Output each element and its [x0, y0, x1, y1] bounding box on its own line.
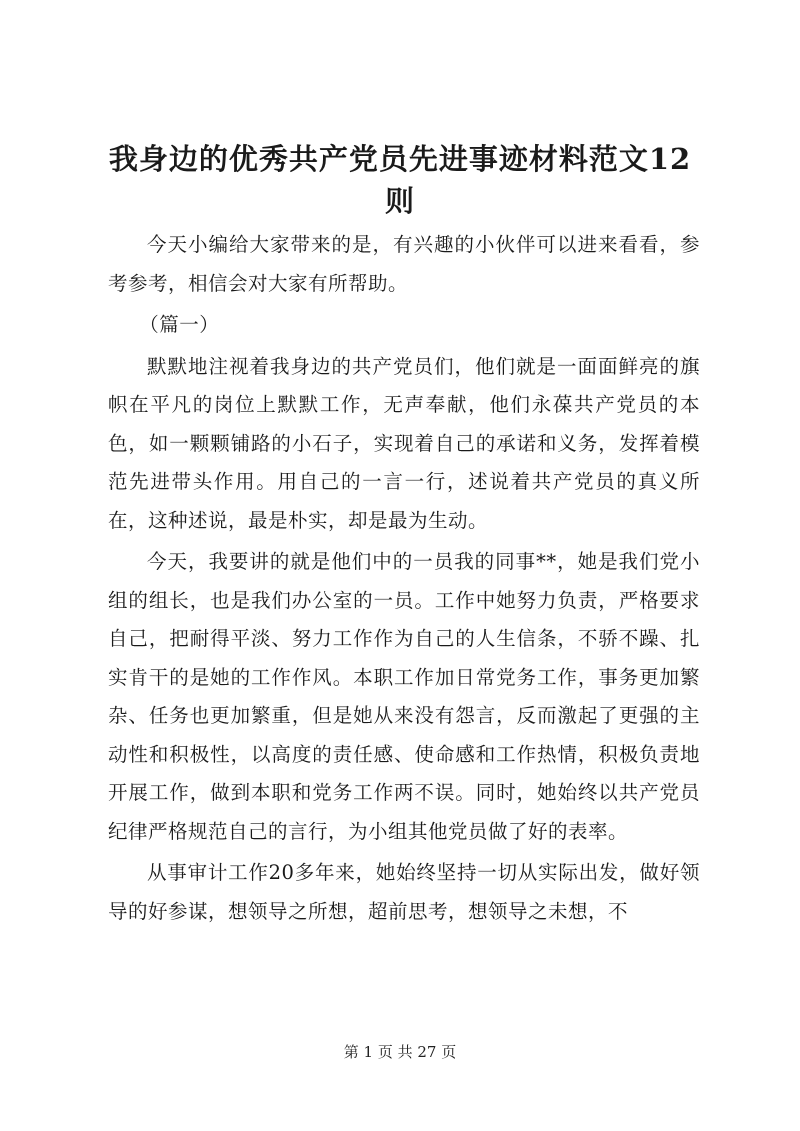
- paragraph: 默默地注视着我身边的共产党员们，他们就是一面面鲜亮的旗帜在平凡的岗位上默默工作，无声奉献，他们永葆共产党员的本色，如一颗颗铺路的小石子，实现着自己的承诺和义务，发挥着模范先进带头作用。用自己的一言一行，述说着共产党员的真义所在，这种述说，最是朴实，却是最为生动。: [108, 354, 700, 532]
- paragraph: 今天，我要讲的就是他们中的一员我的同事**，她是我们党小组的组长，也是我们办公室的一员。工作中她努力负责，严格要求自己，把耐得平淡、努力工作作为自己的人生信条，不骄不躁、扎实肯干的是她的工作作风。本职工作加日常党务工作，事务更加繁杂、任务也更加繁重，但是她从来没有怨言，反而激起了更强的主动性和积极性，以高度的责任感、使命感和工作热情，积极负责地开展工作，做到本职和党务工作两不误。同时，她始终以共产党员纪律严格规范自己的言行，为小组其他党员做了好的表率。: [108, 550, 700, 843]
- document-body: [108, 226, 700, 934]
- page-number: 第 1 页 共 27 页: [343, 1043, 457, 1061]
- paragraph: 从事审计工作20多年来，她始终坚持一切从实际出发，做好领导的好参谋，想领导之所想，超前思考，想领导之未想，不: [108, 861, 700, 923]
- document-title: 我身边的优秀共产党员先进事迹材料范文12则: [108, 142, 692, 218]
- section-heading: （篇一）: [139, 313, 220, 336]
- paragraph-intro: 今天小编给大家带来的是，有兴趣的小伙伴可以进来看看，参考参考，相信会对大家有所帮助。: [108, 233, 700, 295]
